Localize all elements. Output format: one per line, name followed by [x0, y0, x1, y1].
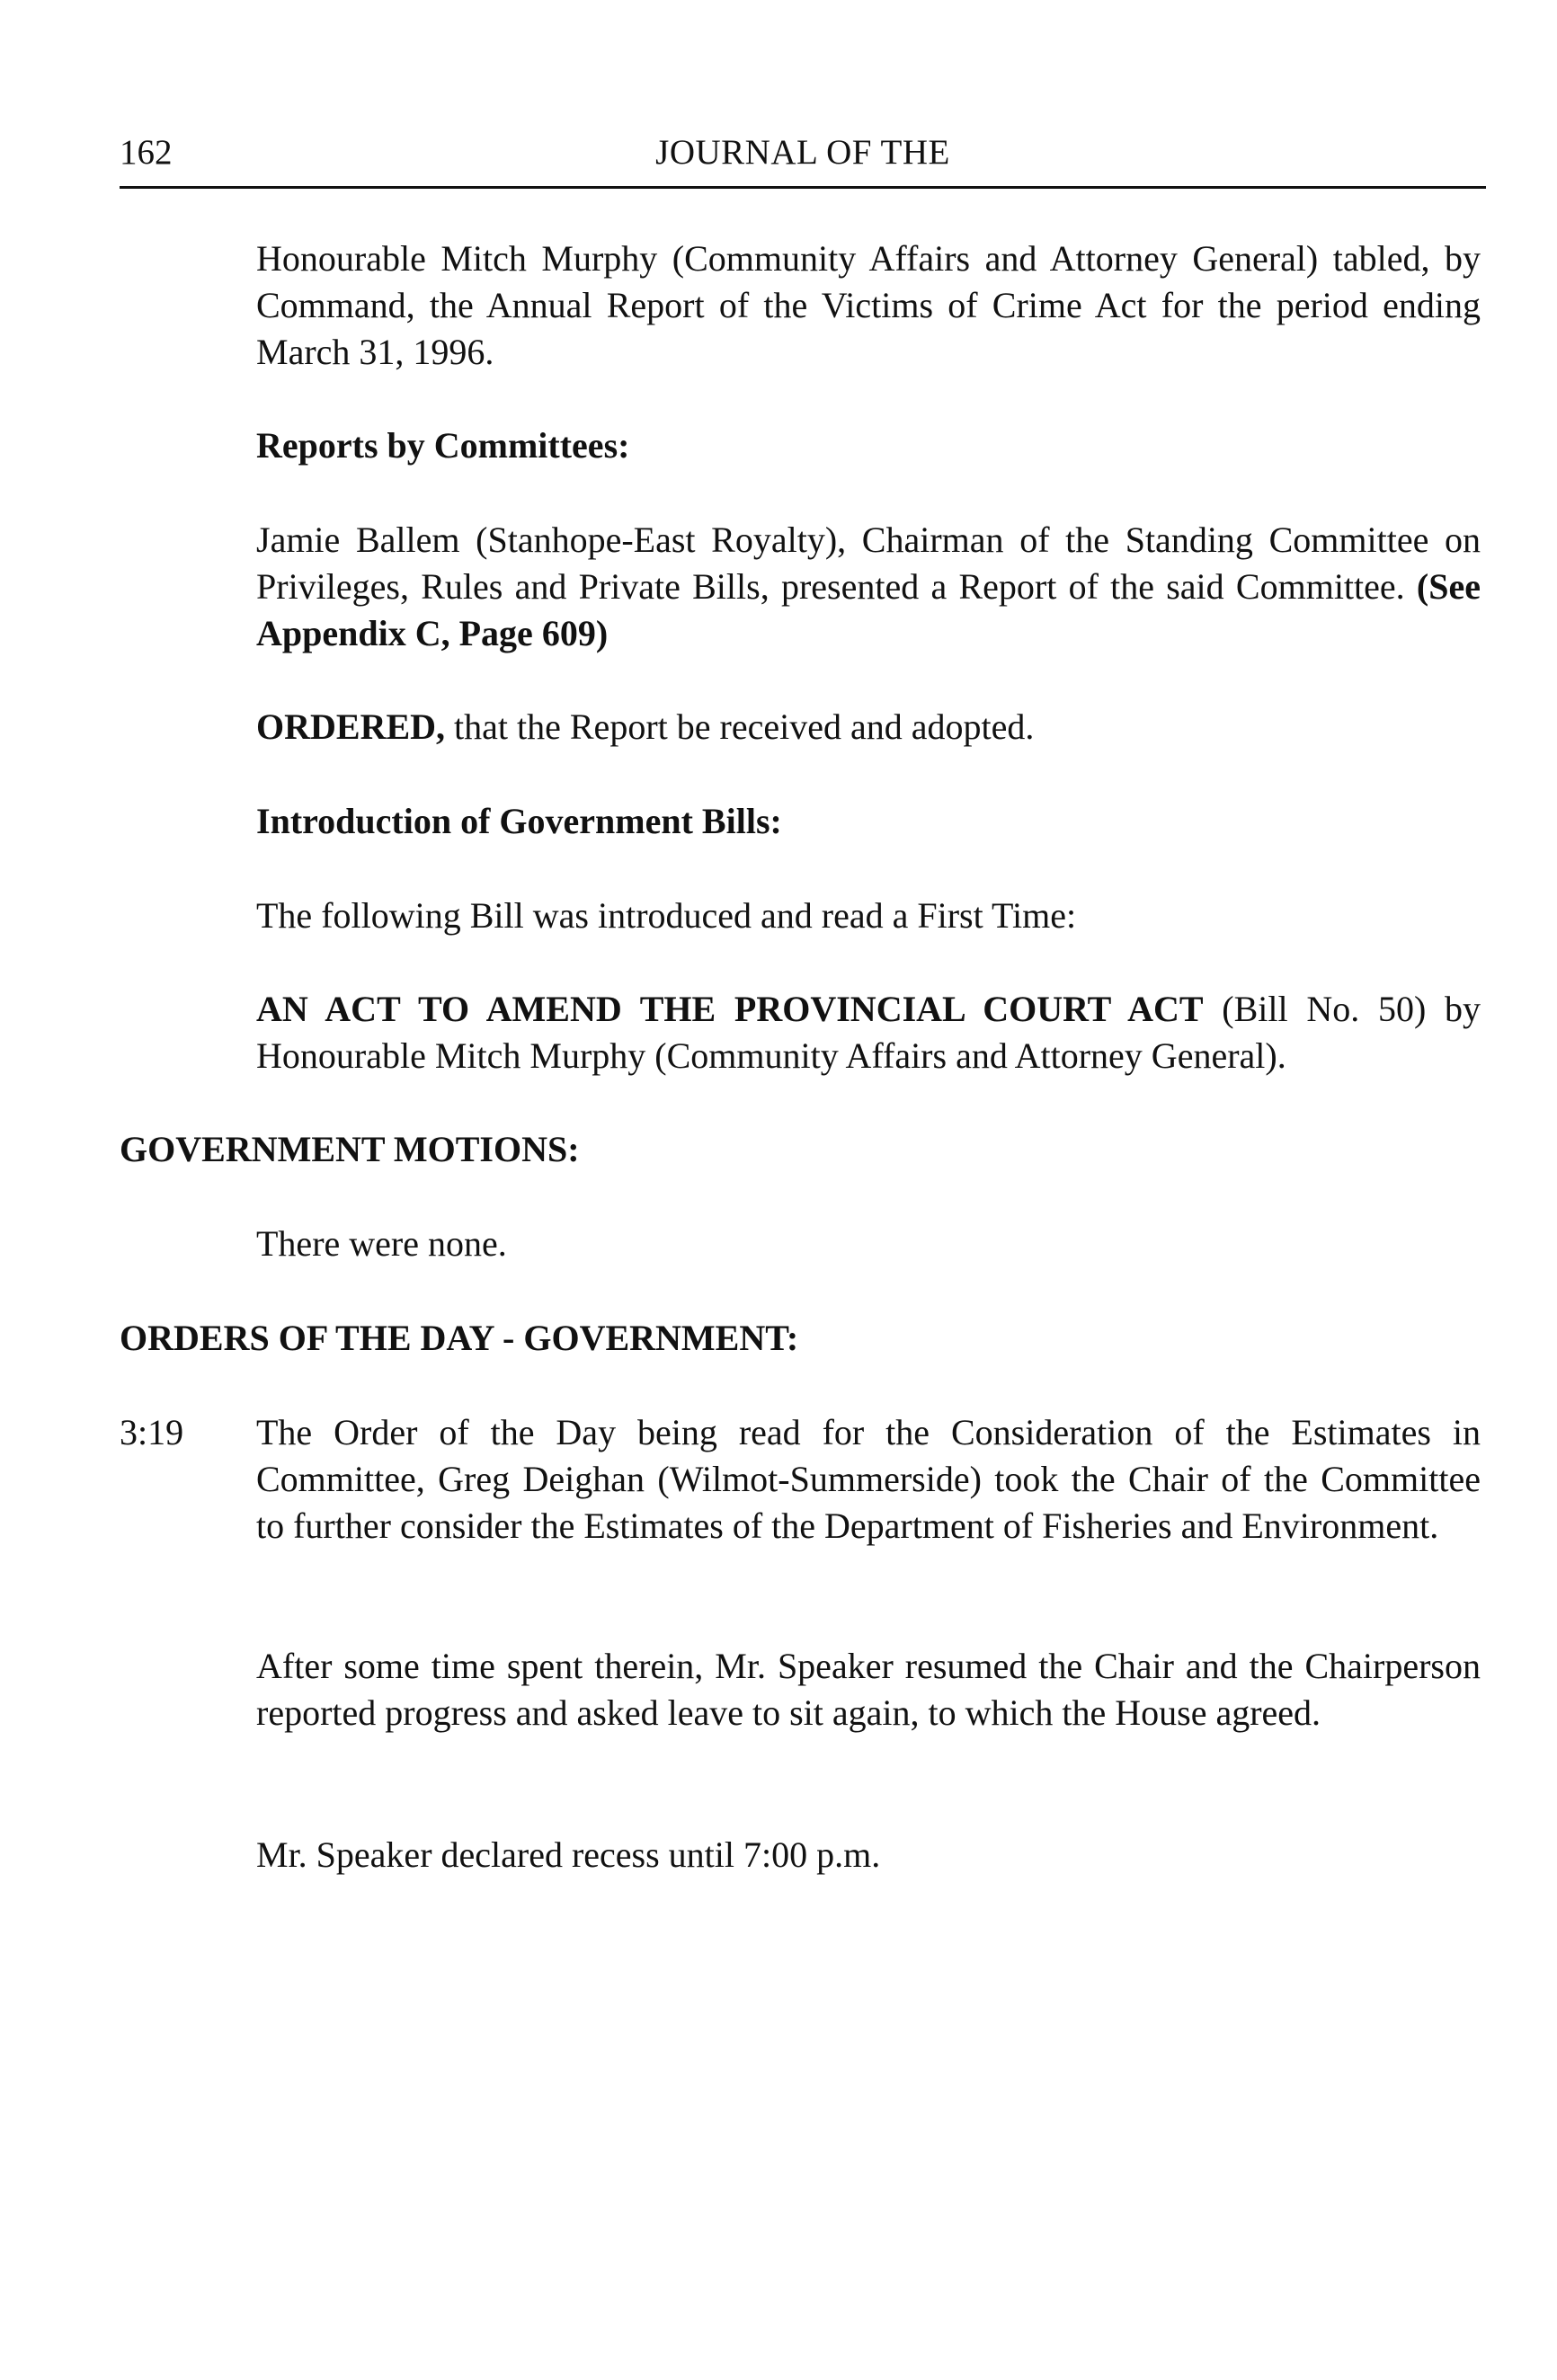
government-motions-paragraph: There were none. [256, 1223, 507, 1264]
ordered-paragraph [256, 704, 1481, 750]
reports-heading: Reports by Committees: [256, 425, 630, 466]
bill-title: AN ACT TO AMEND THE PROVINCIAL COURT ACT [256, 989, 1204, 1029]
intro-bills-paragraph: The following Bill was introduced and read a First Time: [256, 895, 1077, 936]
running-title: JOURNAL OF THE [655, 133, 950, 172]
page-header [120, 130, 1486, 189]
intro-bills-heading: Introduction of Government Bills: [256, 801, 782, 841]
tabled-paragraph: Honourable Mitch Murphy (Community Affairs and Attorney General) tabled, by Command, the Annual Report of the Victims of Crime Act for the period ending March 31, 1996. [256, 238, 1481, 372]
appendix-reference: (See Appendix C, Page 609) [256, 566, 1481, 653]
ordered-text: that the Report be received and adopted. [445, 706, 1035, 747]
government-motions-heading: GOVERNMENT MOTIONS: [120, 1129, 580, 1169]
after-paragraph: After some time spent therein, Mr. Speaker resumed the Chair and the Chairperson reported progress and asked leave to sit again, to which the House agreed. [256, 1646, 1481, 1733]
bill-paragraph [256, 986, 1481, 1079]
report-paragraph [256, 517, 1481, 657]
page-number: 162 [120, 133, 173, 172]
bill-text: (Bill No. 50) by Honourable Mitch Murphy (Community Affairs and Attorney General). [256, 989, 1481, 1076]
ordered-label: ORDERED, [256, 706, 446, 747]
time-stamp: 3:19 [120, 1412, 184, 1452]
report-text: Jamie Ballem (Stanhope-East Royalty), Chairman of the Standing Committee on Privileges, Rules and Private Bills, presented a Report of the said Committee. [256, 520, 1481, 607]
orders-of-the-day-heading: ORDERS OF THE DAY - GOVERNMENT: [120, 1318, 799, 1358]
orders-paragraph: The Order of the Day being read for the Consideration of the Estimates in Committee, Greg Deighan (Wilmot-Summerside) took the Chair of the Committee to further consider the Estimates of the Department of Fisheries and Environment. [256, 1412, 1481, 1546]
recess-paragraph: Mr. Speaker declared recess until 7:00 p.m. [256, 1834, 881, 1875]
